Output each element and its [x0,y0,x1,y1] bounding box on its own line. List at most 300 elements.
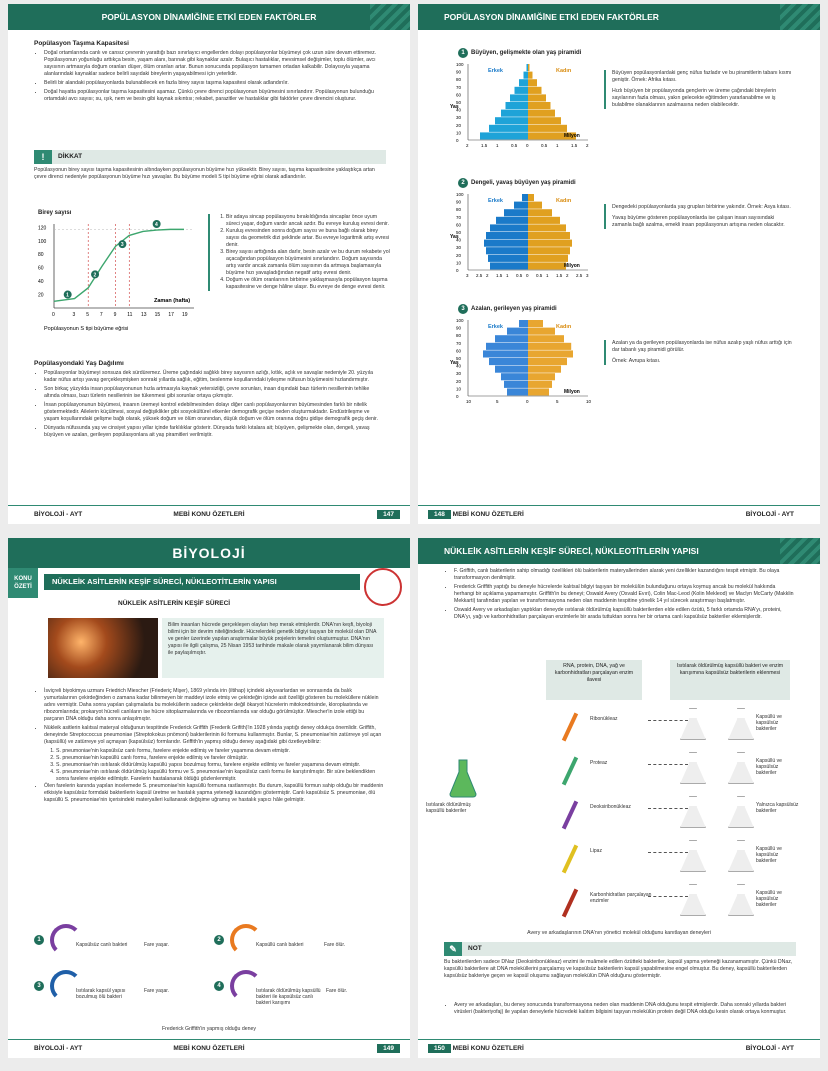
female-bar [528,72,533,79]
x-tick-label: 11 [127,312,133,318]
enzyme-label: Proteaz [590,760,608,766]
x-tick-label: 1 [546,273,549,278]
page-number: 150 [428,1044,451,1053]
list-item: • Dünyada nüfusunda yaş ve cinsiyet yapısı yıllar içinde farklılıklar gösterir. Dünyada farklı kıtalara ait; büyüyen, gelişmekte olan, dengeli, yavaş büyüyen ve azalan, gerileyen popülasyonlara ait yaş piramitleri verilmiştir. [44,425,384,439]
list-item: • Avery ve arkadaşları, bu deney sonucunda transformasyona neden olan maddenin DNA olduğunu tespit etmişlerdir. Daha sonraki yıllarda bakteri virüsleri (bakteriyofaj) ile yapılan deneylerle hücredeki kalıtım bilgisini taşıyan molekülün protein değil DNA olduğu kesin olarak ortaya konmuştur. [454,1002,794,1016]
experiment-4 [214,974,348,1006]
x-tick-label: 0 [52,312,55,318]
number-badge: 1 [34,935,44,945]
flask-icon [728,840,754,872]
female-bar [528,194,534,201]
y-tick-label: 20 [38,292,44,299]
figure-caption: Frederick Griffith'in yapmış olduğu deney [161,1026,257,1032]
female-bar [528,358,567,365]
y-tick-label: 40 [456,363,462,369]
male-bar [527,64,529,71]
intro-text: Bilim insanları hücrede gerçekleşen olayları hep merak etmişlerdir. DNA'nın keşfi, biyoloji bilimi için bir devrim niteliğindedir. Hücrelerdeki genetik bilgiyi taşıyan bir molekül olan DNA ve genler üzerinde yapılan araştırmalar büyük projelerin temelini oluşturmuştur. DNA'nın yapısı ile ilgili çalışma, 25 Nisan 1953 tarihinde makale olarak yayımlanarak bilim dünyası ile paylaşılmıştır. [168,622,377,656]
pyramid-title [458,178,576,188]
female-bar [528,94,546,101]
male-bar [489,125,528,132]
male-bar [504,381,528,388]
list-item: 1. S. pneumoniae'nin kapsülsüz canlı formu, farelere enjekte edilmiş ve fareler yaşamına devam etmiştir. [56,748,384,755]
bullet-list [34,688,384,806]
male-bar [495,366,528,373]
list-item: • Belirli bir alandaki popülasyonlarda bulunabilecek en fazla birey sayısı taşıma kapasitesi olarak adlandırılır. [44,80,384,87]
y-tick-label: 30 [456,371,462,377]
list-item: 2. S. pneumoniae'nin kapsüllü canlı formu, farelere enjekte edilmiş ve fareler ölmüştür. [56,755,384,762]
footer-series: MEBİ KONU ÖZETLERİ [452,511,524,518]
flask-icon [680,840,706,872]
male-bar [506,102,529,109]
female-bar [528,255,568,262]
x-tick-label: 2 [566,273,569,278]
x-tick-label: 1.5 [556,273,563,278]
flask-icon [728,796,754,828]
not-label: NOT [468,945,482,952]
pyramid-title-text: Azalan, gerileyen yaş piramidi [471,306,557,312]
x-tick-label: 3 [466,273,469,278]
male-bar [519,79,528,86]
griffith-figure [34,922,384,1022]
experiment-result: Fare ölür. [324,942,346,948]
dikkat-text: Popülasyonun birey sayısı taşıma kapasitesinin altındayken popülasyonun büyüme hızı yüksektir. Birey sayısı, taşıma kapasitesine yaklaştıkça artan çevre direnci nedeniyle popülasyonun büyüme hızı yavaşlar. Bu büyüme modeli S tipi büyüme eğrisi olarak adlandırılır. [34,167,375,180]
y-tick-label: 0 [456,394,459,399]
y-tick-label: 40 [456,237,462,243]
male-bar [489,358,528,365]
female-bar [528,320,543,327]
male-bar [501,373,528,380]
x-tick-label: 2 [586,143,589,148]
y-tick-label: 0 [456,138,459,143]
ministry-seal-icon [364,568,402,606]
female-bar [528,224,566,231]
page-147 [8,4,410,524]
x-tick-label: 10 [466,399,472,404]
pyramid-title-text: Büyüyen, gelişmekte olan yaş piramidi [471,50,582,56]
page-number: 149 [377,1044,400,1053]
page-footer [418,1039,820,1058]
arrow-icon [648,764,688,765]
flask-icon [680,884,706,916]
y-tick-label: 40 [456,107,462,113]
enzyme-label: Deoksiribonükleaz [590,804,631,810]
list-item: • Oswald Avery ve arkadaşları yaptıkları deneyde ısıtılarak öldürülmüş kapsüllü bakterilerden elde edilen özütü, 5 farklı ortamda RNA'yı, proteini, DNA'yı, yağı ve karbonhidratları parçalayan enzimlerle bir arada tuttuktan sonra her bir ortama canlı kapsülsüz bakteriler eklemişlerdir. [454,607,794,621]
section-title: NÜKLEİK ASİTLERİN KEŞİF SÜRECİ [118,600,231,607]
result-label: Yalnızca kapsülsüz bakteriler [756,802,799,814]
number-badge: 4 [214,981,224,991]
x-tick-label: 13 [140,312,147,318]
table-header-enzymes: RNA, protein, DNA, yağ ve karbonhidratları parçalayan enzim ilavesi [546,660,642,700]
x-tick-label: 2 [486,273,489,278]
chart-title: Birey sayısı [38,210,72,216]
female-bar [528,79,537,86]
female-label: Kadın [556,324,572,330]
page-header-band: POPÜLASYON DİNAMİĞİNE ETKİ EDEN FAKTÖRLER [8,4,410,30]
bullet-list [34,370,384,441]
y-tick-label: 20 [456,252,462,258]
flask-icon [728,884,754,916]
male-bar [495,335,528,342]
female-bar [528,373,555,380]
female-bar [528,328,555,335]
y-axis-label: Yaş [450,360,459,366]
list-item: • Popülasyonlar büyümeyi sonsuza dek sürdüremez. Üreme çağındaki sağlıklı birey sayısının azlığı, kıtlık, açlık ve savaşlar nedeniyle 20. yüzyıla kadar nüfus artışı yavaş gerçekleşmişken sonraki yıllarda sağlık, eğitim, beslenme koşullarındaki iyileşme nüfusun büyümesini hızlandırmıştır. [44,370,384,384]
header-stripe [780,538,820,564]
male-bar [495,117,528,124]
unit-label: Milyon [564,133,580,139]
y-tick-label: 20 [456,122,462,128]
male-bar [486,247,528,254]
male-bar [510,94,528,101]
footer-subject: BİYOLOJİ - AYT [34,511,83,518]
female-label: Kadın [556,68,572,74]
pyramid-chart-1 [448,58,598,158]
experiment-result: Fare yaşar. [144,988,170,994]
y-tick-label: 120 [38,225,47,232]
footer-subject: BİYOLOJİ - AYT [745,1045,794,1052]
y-tick-label: 70 [456,340,462,346]
list-item: • Frederick Griffith yaptığı bu deneyle hücrelerde kalıtsal bilgiyi taşıyan bir molekülün bulunduğunu ortaya koymuş ancak bu molekül hakkında herhangi bir açıklama yapamamıştır. Griffith'in bu deneyi; Oswald Avery (Osvald Evıri), Colin Mac-Leod (Kolin Mekleod) ve Maclyn McCarty (Makklin Mekkarti) tarafından yapılan ve transformasyona neden olan maddenin tespitine yönelik 14 yıl sürecek araştırmayı başlatmıştır. [454,584,794,605]
number-badge: 3 [34,981,44,991]
section-title: Popülasyondaki Yaş Dağılımı [34,360,124,367]
x-tick-label: 0.5 [536,273,543,278]
experiment-label: Kapsüllü canlı bakteri [256,942,304,948]
unit-label: Milyon [564,263,580,269]
pyramid-desc [604,70,794,109]
list-item: 2. Kuruluş evresinden sonra doğum sayısı ve buna bağlı olarak birey sayısı da geometrik dizi şeklinde artar. Bu evreye logaritmik artış evresi denir. [226,228,392,249]
y-axis-label: Yaş [450,104,459,110]
number-badge: 2 [458,178,468,188]
footer-series: MEBİ KONU ÖZETLERİ [173,511,245,518]
bullet-list [444,568,794,623]
y-tick-label: 100 [456,318,464,323]
x-tick-label: 17 [168,312,174,318]
avery-row [418,706,820,750]
y-tick-label: 60 [456,348,462,354]
pyramid-desc-text: Örnek: Avrupa kıtası. [612,358,661,364]
section-title: Popülasyon Taşıma Kapasitesi [34,40,129,47]
y-tick-label: 90 [456,325,462,331]
female-bar [528,240,572,247]
arrow-icon [648,852,688,853]
y-tick-label: 10 [456,260,462,266]
result-label: Kapsüllü ve kapsülsüz bakteriler [756,846,782,864]
unit-label: Milyon [564,389,580,395]
y-tick-label: 100 [38,238,47,245]
male-bar [515,87,529,94]
female-bar [528,64,530,71]
x-tick-label: 1.5 [496,273,503,278]
list-item: 4. S. pneumoniae'nin ısıtılarak öldürülmüş kapsüllü formu ve S. pneumoniae'nin kapsülsüz canlı formu ile karıştırılmıştır. Bir süre beklendikten sonra farelere enjekte edilmiştir. Farelerin hastalanarak öldüğü gözlenlenmiştir. [56,769,384,783]
phase-number: 4 [155,222,158,228]
not-text: Bu bakterilerden sadece DNaz (Deoksiribonükleaz) enzimi ile muâmele edilen özütteki bakteriler, kapsül yapma yeteneği kazanamamıştır. Çünkü DNaz, kapsüllü bakterilere ait DNA moleküllerini parçalamış ve kapsülsüz bakterilerin kapsül yapabilmesine engel olmuştur. Bu deney, kapsüllü bakterilerden kapsülsüz bakteriye geçen ve kapsül oluşumu sağlayan molekülün DNA olduğunu göstermiştir. [444,959,793,979]
footer-series: MEBİ KONU ÖZETLERİ [173,1045,245,1052]
pyramid-title-text: Dengeli, yavaş büyüyen yaş piramidi [471,180,576,186]
flask-icon [680,796,706,828]
flask-icon [680,708,706,740]
list-item: 3. S. pneumoniae'nin ısıtılarak öldürülmüş kapsüllü yapısı bozulmuş formu, farelere enjekte edilmiş ve fareler yaşamına devam etmiştir. [56,762,384,769]
y-tick-label: 90 [456,69,462,75]
x-tick-label: 9 [113,312,117,318]
experiment-result: Fare ölür. [326,988,348,994]
page-footer [8,1039,410,1058]
y-tick-label: 100 [456,192,464,197]
female-bar [528,117,561,124]
pipette-icon [562,757,578,786]
pyramid-desc-text: Yavaş büyüme gösteren popülasyonlarda ise çalışan insan sayısındaki zamanla bağlı azalma, emekli insan popülasyonun artışına neden olacaktır. [612,215,785,228]
list-item: • Ölen farelerin kanında yapılan incelemede S. pneumoniae'nin kapsüllü formuna rastlanmıştır. Bu durum, kapsüllü formun sahip olduğu bir maddenin etkisiyle kapsülsüz formdaki bakterilerin kapsül üretme ve hastalık yapma yeteneği kazandığını göstermiştir. Canlı kapsülsüz S. pneumoniae, ölü kapsüllü S. pneumoniae'nin içerisindeki materyalleri kullanarak değişime uğramış ve hastalık yapıcı hâle gelmiştir. [44,783,384,804]
y-tick-label: 50 [456,230,462,235]
enzyme-label: Karbonhidratları parçalayan enzimler [590,892,652,904]
y-tick-label: 40 [38,279,44,286]
footer-subject: BİYOLOJİ - AYT [34,1045,83,1052]
y-tick-label: 90 [456,199,462,205]
list-item: • İsviçreli biyokimya uzmanı Friedrich Miescher (Friederiç Mişer), 1869 yılında irin (iltihap) içindeki akyuvarlardan ve sonrasında da balık yumurtalarının çekirdeğinden o zamana kadar bilinmeyen bir maddeyi izole etmiş ve çekirdeğin içinde asit özelliği gösteren bu moleküllere nüklein adını vermiştir. Daha sonra yapılan çalışmalarla bu moleküllerin sadece çekirdekte değil ökaryot hücrelerin mitokondrisinde, kloroplastında ve ribozomlarında; prokaryot hücreli canlıların ise hücre sitoplazmalarında ve ribozomlarında var olduğu görülmüştür. Miescher'in izole ettiği bu parçanın DNA olduğu daha sonra anlaşılmıştır. [44,688,384,723]
x-tick-label: 0.5 [541,143,548,148]
male-bar [522,194,528,201]
male-bar [496,217,528,224]
phase-list [208,214,392,291]
y-tick-label: 80 [38,252,44,259]
x-axis-label: Zaman (hafta) [154,298,191,304]
pyramid-desc-text: Hızlı büyüyen bir popülasyonda gençlerin ve üreme çağındaki bireylerin sayılarının fazla olması, yakın gelecekte eğitimden yararlanabilme ve iş bulabilme olanaklarının azalmasına neden olabilecektir. [612,88,777,108]
x-tick-label: 1 [496,143,499,148]
male-bar [501,110,528,117]
y-tick-label: 50 [456,356,462,361]
arrow-icon [50,924,82,956]
avery-row [418,882,820,926]
list-item: 3. Birey sayısı arttığında alan darlır, besin azalır ve bu durum rekabete yol açacağından popülasyon büyümesini sınırlandırır. Doğum sayısında artış vardır ancak zamanla ölüm sayısının da artmaya başlamasıyla büyüme hızı yavaşladığından negatif artış evresi denir. [226,249,392,277]
x-tick-label: 1.5 [481,143,488,148]
pyramid-desc [604,204,794,229]
y-tick-label: 60 [38,265,44,272]
page-number: 147 [377,510,400,519]
phase-number: 3 [120,242,124,249]
x-tick-label: 0 [526,143,529,148]
male-bar [484,240,528,247]
page-148 [418,4,820,524]
y-tick-label: 80 [456,207,462,213]
y-tick-label: 70 [456,214,462,220]
avery-row [418,750,820,794]
page-header-band: NÜKLEİK ASİTLERİN KEŞİF SÜRECİ, NÜKLEOTİTLERİN YAPISI [418,538,820,564]
male-bar [486,343,528,350]
list-item: • F. Griffith, canlı bakterilerin sahip olmadığı özellikleri ölü bakterilerin materyallerinden alarak yeni özellikler kazandığını tespit etmiştir. Bu olaya transformasyon denilmiştir. [454,568,794,582]
pyramid-chart-3 [448,314,598,414]
y-tick-label: 10 [456,386,462,392]
x-tick-label: 0 [526,273,529,278]
chart-caption: Popülasyonun S tipi büyüme eğrisi [44,326,129,332]
experiment-3 [34,974,170,1000]
konu-label: KONU [14,576,32,582]
dikkat-header [34,150,386,164]
exclamation-icon: ! [34,150,52,164]
table-header-results: Isıtılarak öldürülmüş kapsüllü bakteri ve enzim karışımına kapsülsüz bakterilerin eklenmesi [670,660,790,700]
x-tick-label: 0.5 [511,143,518,148]
female-bar [528,343,571,350]
y-tick-label: 50 [456,100,462,105]
x-tick-label: 5 [496,399,499,404]
pipette-icon [562,889,578,918]
growth-curve [54,229,184,301]
male-bar [490,262,528,269]
figure-caption: Avery ve arkadaşlarının DNA'nın yönetici molekül olduğunu kanıtlayan deneyleri [527,930,711,936]
pipette-icon [562,845,578,874]
bullet-list [34,50,384,105]
result-label: Kapsüllü ve kapsülsüz bakteriler [756,758,782,776]
number-badge: 3 [458,304,468,314]
x-tick-label: 7 [99,312,103,318]
flask-icon [728,752,754,784]
female-bar [528,87,542,94]
y-axis-label: Yaş [450,234,459,240]
page-footer [418,505,820,524]
flask-icon [680,752,706,784]
x-tick-label: 2.5 [476,273,483,278]
x-tick-label: 3 [72,312,76,318]
female-bar [528,388,549,395]
male-label: Erkek [488,68,503,74]
y-tick-label: 80 [456,333,462,339]
experiment-label: Isıtılarak öldürülmüş kapsüllü bakteri ile kapsülsüz canlı bakteri karışımı [256,988,321,1006]
note-icon: ✎ [444,942,462,956]
list-item: • İnsan popülasyonunun büyümesi, insanın üremeyi kontrol edebilmesinden dolayı diğer canlı popülasyonlarının büyümesinden farklı bir nitelik göstermektedir. Ailelerin küçülmesi, sosyal değişiklikler gibi sosyokültürel etkenler demografik geçişe neden oluşturmaktadır. Endüstrileşme ve yaşam koşullarındaki gelişme bağlı olarak, yüksek doğum ve ölüm oranından, düşük doğum ve ölüm oranına doğru gidişe demografik geçiş denir. [44,402,384,423]
pyramid-desc-text: Büyüyen popülasyonlardaki genç nüfus fazladır ve bu piramitlerin tabanı kısmı geniştir. Örnek: Afrika kıtası. [612,70,792,83]
pipette-icon [562,713,578,742]
page-number: 148 [428,510,451,519]
male-bar [507,328,528,335]
dna-photo [48,618,158,678]
y-tick-label: 0 [456,268,459,273]
female-bar [528,217,560,224]
experiment-2 [214,928,346,948]
female-bar [528,125,567,132]
male-bar [490,224,528,231]
pyramid-desc-text: Dengedeki popülasyonlarda yaş grupları birbirine yakındır. Örnek: Asya kıtası. [612,204,791,210]
y-tick-label: 70 [456,84,462,90]
y-tick-label: 30 [456,245,462,251]
female-bar [528,381,552,388]
list-item: • Son birkaç yüzyılda insan popülasyonunun hızla artmasıyla kaynak yetersizliği, çevre sorunları, insan dışındaki bazı türlerin nesillerinin tehlike altında olması, bazı türlerin nesillerinin ise tükenmesi gibi sorunlar ortaya çıkmıştır. [44,386,384,400]
not-header [444,942,796,956]
x-tick-label: 5 [86,312,89,318]
pyramid-desc-text: Azalan ya da gerileyen popülasyonlarda ise nüfus azalıp yaşlı nüfus arttığı için dar tabanlı yaş piramidi görülür. [612,340,792,353]
x-tick-label: 0 [526,399,529,404]
x-tick-label: 10 [586,399,592,404]
enzyme-label: Lipaz [590,848,602,854]
header-stripe [370,4,410,30]
female-bar [528,335,564,342]
list-item: 1. Bir adaya sincap popülasyonu bırakıldığında sincaplar önce uyum süreci yaşar, doğum vardır ancak azdır. Bu evreye kuruluş evresi denir. [226,214,392,228]
x-tick-label: 1.5 [571,143,578,148]
male-label: Erkek [488,198,503,204]
male-bar [483,350,528,357]
x-tick-label: 3 [586,273,589,278]
x-tick-label: 2.5 [576,273,583,278]
arrow-icon [648,896,688,897]
y-tick-label: 10 [456,130,462,136]
experiment-label: Kapsülsüz canlı bakteri [76,942,128,948]
male-bar [519,320,528,327]
experiment-label: Isıtılarak kapsül yapısı bozulmuş ölü bakteri [76,988,126,1000]
avery-row [418,794,820,838]
x-tick-label: 1 [506,273,509,278]
page-150 [418,538,820,1058]
subject-banner: BİYOLOJİ [8,538,410,568]
male-bar [507,388,528,395]
x-tick-label: 0.5 [516,273,523,278]
bullet-list [444,1002,794,1018]
pyramid-title [458,304,557,314]
konu-ozeti-tag [8,568,38,598]
female-bar [528,110,555,117]
female-label: Kadın [556,198,572,204]
s-curve-chart [34,204,204,334]
list-item: • Doğal hayatta popülasyonlar taşıma kapasitesini aşamaz. Çünkü çevre direnci popülasyonun büyümesini sınırlandırır. Popülasyonun bulunduğu ortamdaki avcı sayısı; su, ışık, nem ve besin gibi kaynak sıkıntısı; rekabet, parazitler ve hastalıklar gibi faktörler çevre direncini oluşturur. [44,89,384,103]
y-tick-label: 20 [456,378,462,384]
y-tick-label: 100 [456,62,464,67]
arrow-icon [230,924,262,956]
male-bar [488,255,528,262]
y-tick-label: 30 [456,115,462,121]
result-label: Kapsüllü ve kapsülsüz bakteriler [756,714,782,732]
x-tick-label: 1 [556,143,559,148]
header-stripe [780,4,820,30]
female-bar [528,209,552,216]
x-tick-label: 2 [466,143,469,148]
ozeti-label: ÖZETİ [14,584,32,590]
female-bar [528,232,570,239]
female-bar [528,102,551,109]
male-bar [504,209,528,216]
footer-series: MEBİ KONU ÖZETLERİ [452,1045,524,1052]
pyramid-chart-2 [448,188,598,288]
male-bar [480,132,528,139]
footer-subject: BİYOLOJİ - AYT [745,511,794,518]
list-item: 4. Doğum ve ölüm oranlarının birbirine yaklaşmasıyla popülasyon taşıma kapasitesine ve denge hâline ulaşır. Bu evreye de denge evresi denir. [226,277,392,291]
number-badge: 2 [214,935,224,945]
y-tick-label: 60 [456,222,462,228]
female-bar [528,247,570,254]
male-bar [486,232,528,239]
x-tick-label: 5 [556,399,559,404]
avery-row [418,838,820,882]
experiment-1 [34,928,170,948]
arrow-icon [648,720,688,721]
intro-box [162,618,384,678]
source-label: Isıtılarak öldürülmüş kapsüllü bakteriler [426,802,471,814]
arrow-icon [648,808,688,809]
male-bar [514,202,528,209]
phase-number: 2 [93,272,97,279]
male-bar [524,72,529,79]
pyramid-desc [604,340,794,365]
female-bar [528,366,561,373]
pyramid-title [458,48,581,58]
experiment-result: Fare yaşar. [144,942,170,948]
enzyme-label: Ribonükleaz [590,716,618,722]
list-item: • Doğal ortamlarında canlı ve cansız çevrenin yarattığı bazı sınırlayıcı engellerden dolayı popülasyonlar büyümeyi çok uzun süre devam ettiremez. Popülasyonun yoğunluğu arttıkça besin, yaşam alanı, barınak gibi kaynaklar azalır. Bulaşıcı hastalıklar, mevsimsel değişimler, toplu ölümler, avcı sayısının artmasıyla doğum oranları düşer, ölüm oranları artar. Bunun sonucunda popülasyon tamamen ortadan kalkabilir. Dolayısıyla yaşama alanlarındaki kaynaklar sadece belirli sayıdaki bireylerin yaşayabilmesi için yeterlidir. [44,50,384,78]
female-bar [528,202,542,209]
pipette-icon [562,801,578,830]
female-bar [528,350,573,357]
x-tick-label: 19 [182,312,188,318]
result-label: Kapsüllü ve kapsülsüz bakteriler [756,890,782,908]
x-tick-label: 15 [154,312,161,318]
number-badge: 1 [458,48,468,58]
page-footer [8,505,410,524]
y-tick-label: 80 [456,77,462,83]
